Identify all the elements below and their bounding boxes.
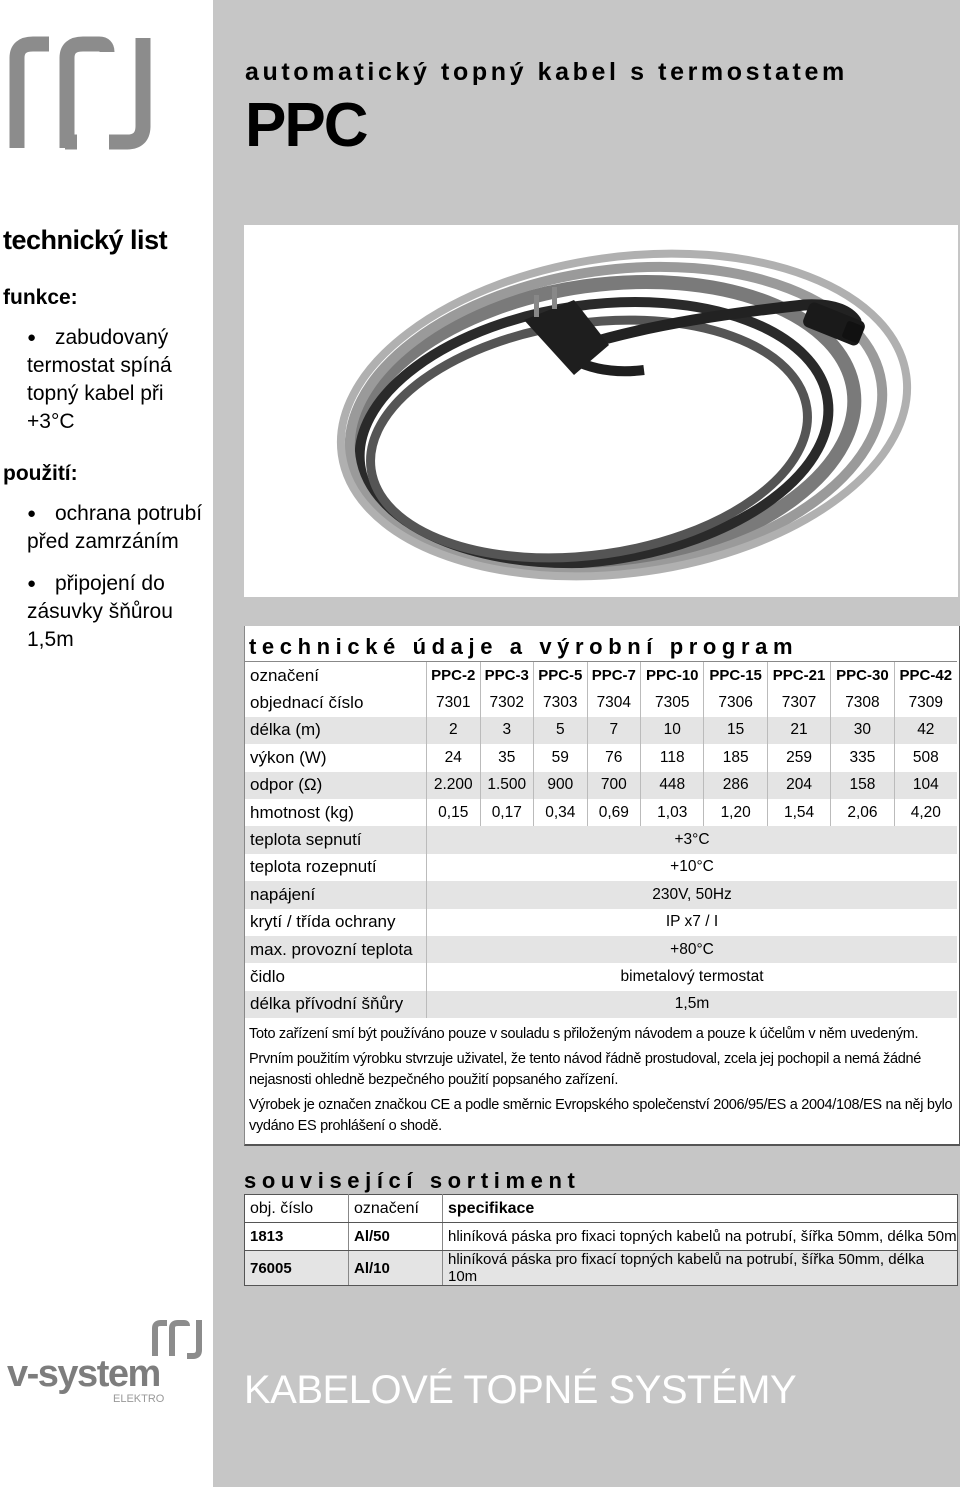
- value-cell: 4,20: [894, 799, 957, 826]
- value-cell: 7307: [767, 689, 830, 716]
- row-label: odpor (Ω): [245, 772, 427, 799]
- related-oznaceni: Al/10: [349, 1251, 443, 1286]
- related-section-title: související sortiment: [244, 1168, 581, 1193]
- row-label: délka přívodní šňůry: [245, 991, 427, 1018]
- table-row: [245, 881, 957, 908]
- row-label: čidlo: [250, 966, 285, 986]
- row-label: objednací číslo: [250, 693, 364, 713]
- value-cell: 7305: [641, 689, 704, 716]
- note-paragraph: Výrobek je označen značkou CE a podle směrnic Evropského společenství 2006/95/ES a 2004/108/ES na něj bylo vydáno ES prohlášení o shodě.: [249, 1097, 953, 1134]
- table-row: [245, 744, 957, 771]
- value-cell: 59: [534, 744, 588, 771]
- row-label: krytí / třída ochrany: [250, 912, 396, 932]
- related-header-row: [245, 1195, 958, 1223]
- rcj-logo-icon: [5, 30, 160, 155]
- common-value-cell: 1,5m: [427, 991, 958, 1018]
- note-paragraph: Toto zařízení smí být používáno pouze v souladu s přiloženým návodem a pouze k účelům v něm uvedeným.: [249, 1026, 919, 1042]
- related-cislo: 1813: [245, 1223, 349, 1251]
- related-header-cell: označení: [349, 1195, 443, 1223]
- model-cell: PPC-7: [587, 662, 641, 690]
- funkce-list: [3, 324, 208, 436]
- value-cell: 2.200: [427, 772, 481, 799]
- value-cell: 7301: [427, 689, 481, 716]
- value-cell: 10: [641, 717, 704, 744]
- model-cell: PPC-2: [427, 662, 481, 690]
- value-cell: 24: [427, 744, 481, 771]
- value-cell: 42: [894, 717, 957, 744]
- page-title: PPC: [245, 91, 367, 160]
- model-cell: PPC-42: [894, 662, 957, 690]
- pouziti-item: ● připojení do zásuvky šňůrou 1,5m: [3, 570, 208, 654]
- value-cell: 1.500: [480, 772, 534, 799]
- value-cell: 5: [534, 717, 588, 744]
- sidebar: [3, 225, 208, 654]
- value-cell: 0,34: [534, 799, 588, 826]
- related-oznaceni: Al/50: [349, 1223, 443, 1251]
- tech-data-box: [244, 626, 960, 1146]
- funkce-item: ● zabudovaný termostat spíná topný kabel při +3°C: [3, 324, 208, 436]
- value-cell: 21: [767, 717, 830, 744]
- common-value-cell: +3°C: [427, 826, 958, 853]
- model-cell: PPC-10: [641, 662, 704, 690]
- value-cell: 185: [704, 744, 767, 771]
- value-cell: 259: [767, 744, 830, 771]
- table-row: [245, 772, 957, 799]
- row-label: délka (m): [245, 717, 427, 744]
- table-row: [245, 717, 957, 744]
- value-cell: 7: [587, 717, 641, 744]
- row-label: max. provozní teplota: [245, 936, 427, 963]
- value-cell: 7309: [894, 689, 957, 716]
- value-cell: 76: [587, 744, 641, 771]
- table-row: [245, 689, 957, 716]
- table-row: [245, 826, 957, 853]
- related-row: [245, 1223, 958, 1251]
- footer-text: KABELOVÉ TOPNÉ SYSTÉMY: [244, 1368, 797, 1412]
- common-value-cell: +10°C: [427, 854, 958, 881]
- table-row: [245, 799, 957, 826]
- subtitle: automatický topný kabel s termostatem: [245, 58, 848, 86]
- common-value-cell: 230V, 50Hz: [427, 881, 958, 908]
- value-cell: 7308: [831, 689, 894, 716]
- v-system-logo-icon: [5, 1318, 210, 1413]
- model-cell: PPC-15: [704, 662, 767, 690]
- related-row: [245, 1251, 958, 1286]
- pouziti-list: [3, 500, 208, 654]
- common-value-cell: bimetalový termostat: [427, 963, 958, 990]
- row-label: hmotnost (kg): [250, 802, 354, 822]
- v-system-logo-text: v-system: [7, 1353, 160, 1395]
- value-cell: 2: [427, 717, 481, 744]
- related-table: [244, 1194, 958, 1286]
- header-label: označení: [245, 662, 427, 690]
- cable-photo: [244, 225, 958, 597]
- value-cell: 3: [480, 717, 534, 744]
- table-row: [245, 936, 957, 963]
- value-cell: 7304: [587, 689, 641, 716]
- value-cell: 1,54: [767, 799, 830, 826]
- value-cell: 7302: [480, 689, 534, 716]
- value-cell: 204: [767, 772, 830, 799]
- model-cell: PPC-5: [534, 662, 588, 690]
- related-header-cell: obj. číslo: [245, 1195, 349, 1223]
- value-cell: 700: [587, 772, 641, 799]
- common-value-cell: IP x7 / I: [427, 909, 958, 936]
- value-cell: 2,06: [831, 799, 894, 826]
- value-cell: 900: [534, 772, 588, 799]
- table-row: [245, 854, 957, 881]
- value-cell: 0,15: [427, 799, 481, 826]
- value-cell: 7303: [534, 689, 588, 716]
- related-header-cell: specifikace: [443, 1195, 958, 1223]
- table-row: [245, 991, 957, 1018]
- value-cell: 104: [894, 772, 957, 799]
- value-cell: 0,69: [587, 799, 641, 826]
- value-cell: 35: [480, 744, 534, 771]
- related-spec: hliníková páska pro fixací topných kabelů na potrubí, šířka 50mm, délka 10m: [443, 1251, 958, 1286]
- row-label: napájení: [245, 881, 427, 908]
- row-label: teplota sepnutí: [245, 826, 427, 853]
- table-row: [245, 963, 957, 990]
- value-cell: 7306: [704, 689, 767, 716]
- value-cell: 508: [894, 744, 957, 771]
- model-cell: PPC-3: [480, 662, 534, 690]
- value-cell: 0,17: [480, 799, 534, 826]
- funkce-label: funkce:: [3, 286, 78, 309]
- related-spec: hliníková páska pro fixaci topných kabelů na potrubí, šířka 50mm, délka 50m: [443, 1223, 958, 1251]
- value-cell: 158: [831, 772, 894, 799]
- notes: [249, 1024, 959, 1141]
- value-cell: 1,03: [641, 799, 704, 826]
- note-paragraph: Prvním použitím výrobku stvrzuje uživatel, že tento návod řádně prostudoval, zcela jej pochopil a nemá žádné nejasnosti ohledně bezpečného použití popsaného zařízení.: [249, 1051, 922, 1088]
- value-cell: 15: [704, 717, 767, 744]
- pouziti-label: použití:: [3, 462, 78, 485]
- common-value-cell: +80°C: [427, 936, 958, 963]
- tech-section-title: technické údaje a výrobní program: [249, 634, 799, 659]
- spec-table: [245, 661, 957, 1018]
- value-cell: 30: [831, 717, 894, 744]
- sidebar-heading: technický list: [3, 225, 168, 255]
- value-cell: 1,20: [704, 799, 767, 826]
- model-cell: PPC-21: [767, 662, 830, 690]
- related-cislo: 76005: [245, 1251, 349, 1286]
- table-row: [245, 909, 957, 936]
- v-system-logo-sub: ELEKTRO: [113, 1393, 165, 1405]
- value-cell: 118: [641, 744, 704, 771]
- model-cell: PPC-30: [831, 662, 894, 690]
- pouziti-item: ● ochrana potrubí před zamrzáním: [3, 500, 208, 556]
- value-cell: 335: [831, 744, 894, 771]
- product-photo: [244, 225, 958, 597]
- table-header-row: [245, 662, 957, 690]
- value-cell: 448: [641, 772, 704, 799]
- value-cell: 286: [704, 772, 767, 799]
- row-label: výkon (W): [250, 747, 327, 767]
- row-label: teplota rozepnutí: [250, 857, 377, 877]
